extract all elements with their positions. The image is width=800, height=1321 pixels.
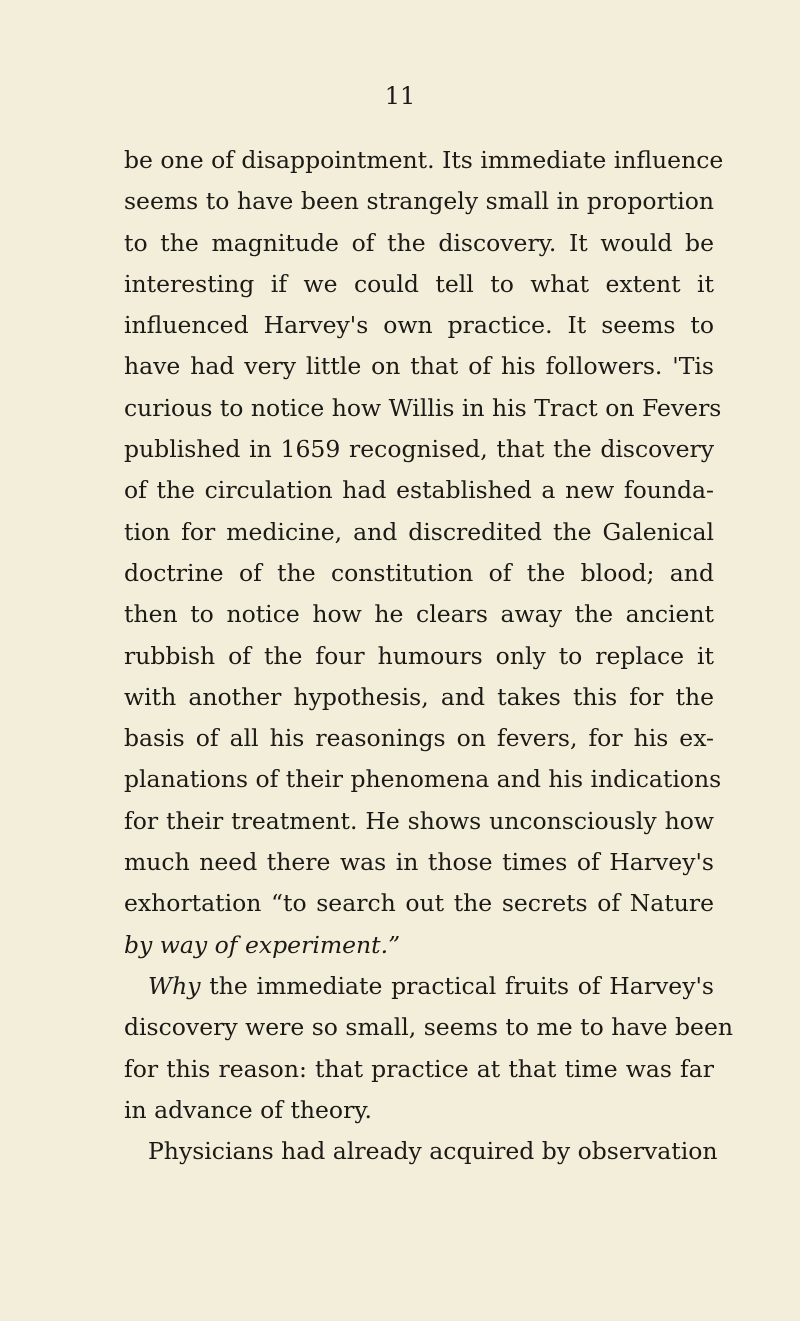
text-line: doctrine of the constitution of the blood; and <box>124 558 714 587</box>
text-line: published in 1659 recognised, that the discovery <box>124 435 714 464</box>
paragraph-end-line: in advance of theory. <box>124 1095 372 1124</box>
text-line: exhortation “to search out the secrets of Nature <box>124 889 714 918</box>
body-text <box>124 140 733 1172</box>
text-fragment: the immediate practical fruits of Harvey's <box>200 971 714 1000</box>
text-line: basis of all his reasonings on fevers, for his ex- <box>124 724 714 753</box>
text-line: then to notice how he clears away the ancient <box>124 600 714 629</box>
text-line: interesting if we could tell to what extent it <box>124 269 714 298</box>
page-number: 11 <box>384 82 416 110</box>
text-line: curious to notice how Willis in his Tract on Fevers <box>124 393 722 422</box>
text-line: for their treatment. He shows unconsciously how <box>124 806 714 835</box>
paragraph-start-line <box>124 966 714 1007</box>
text-line: influenced Harvey's own practice. It seems to <box>124 311 714 340</box>
text-line: planations of their phenomena and his indications <box>124 765 722 794</box>
text-line: with another hypothesis, and takes this for the <box>124 682 714 711</box>
text-line: of the circulation had established a new founda- <box>124 476 714 505</box>
text-line: tion for medicine, and discredited the Galenical <box>124 517 714 546</box>
text-line: rubbish of the four humours only to replace it <box>124 641 714 670</box>
text-line: discovery were so small, seems to me to have been <box>124 1013 733 1042</box>
paragraph-start-line: Physicians had already acquired by observation <box>148 1137 718 1166</box>
text-line: for this reason: that practice at that time was far <box>124 1054 714 1083</box>
text-line: have had very little on that of his followers. 'Tis <box>124 352 714 381</box>
text-line: be one of disappointment. Its immediate influence <box>124 146 724 174</box>
text-line: to the magnitude of the discovery. It would be <box>124 228 714 257</box>
text-line: much need there was in those times of Harvey's <box>124 848 714 877</box>
emphasis-word: Why <box>148 971 201 1000</box>
text-line: seems to have been strangely small in proportion <box>124 187 714 216</box>
italic-line: by way of experiment.” <box>124 930 401 959</box>
